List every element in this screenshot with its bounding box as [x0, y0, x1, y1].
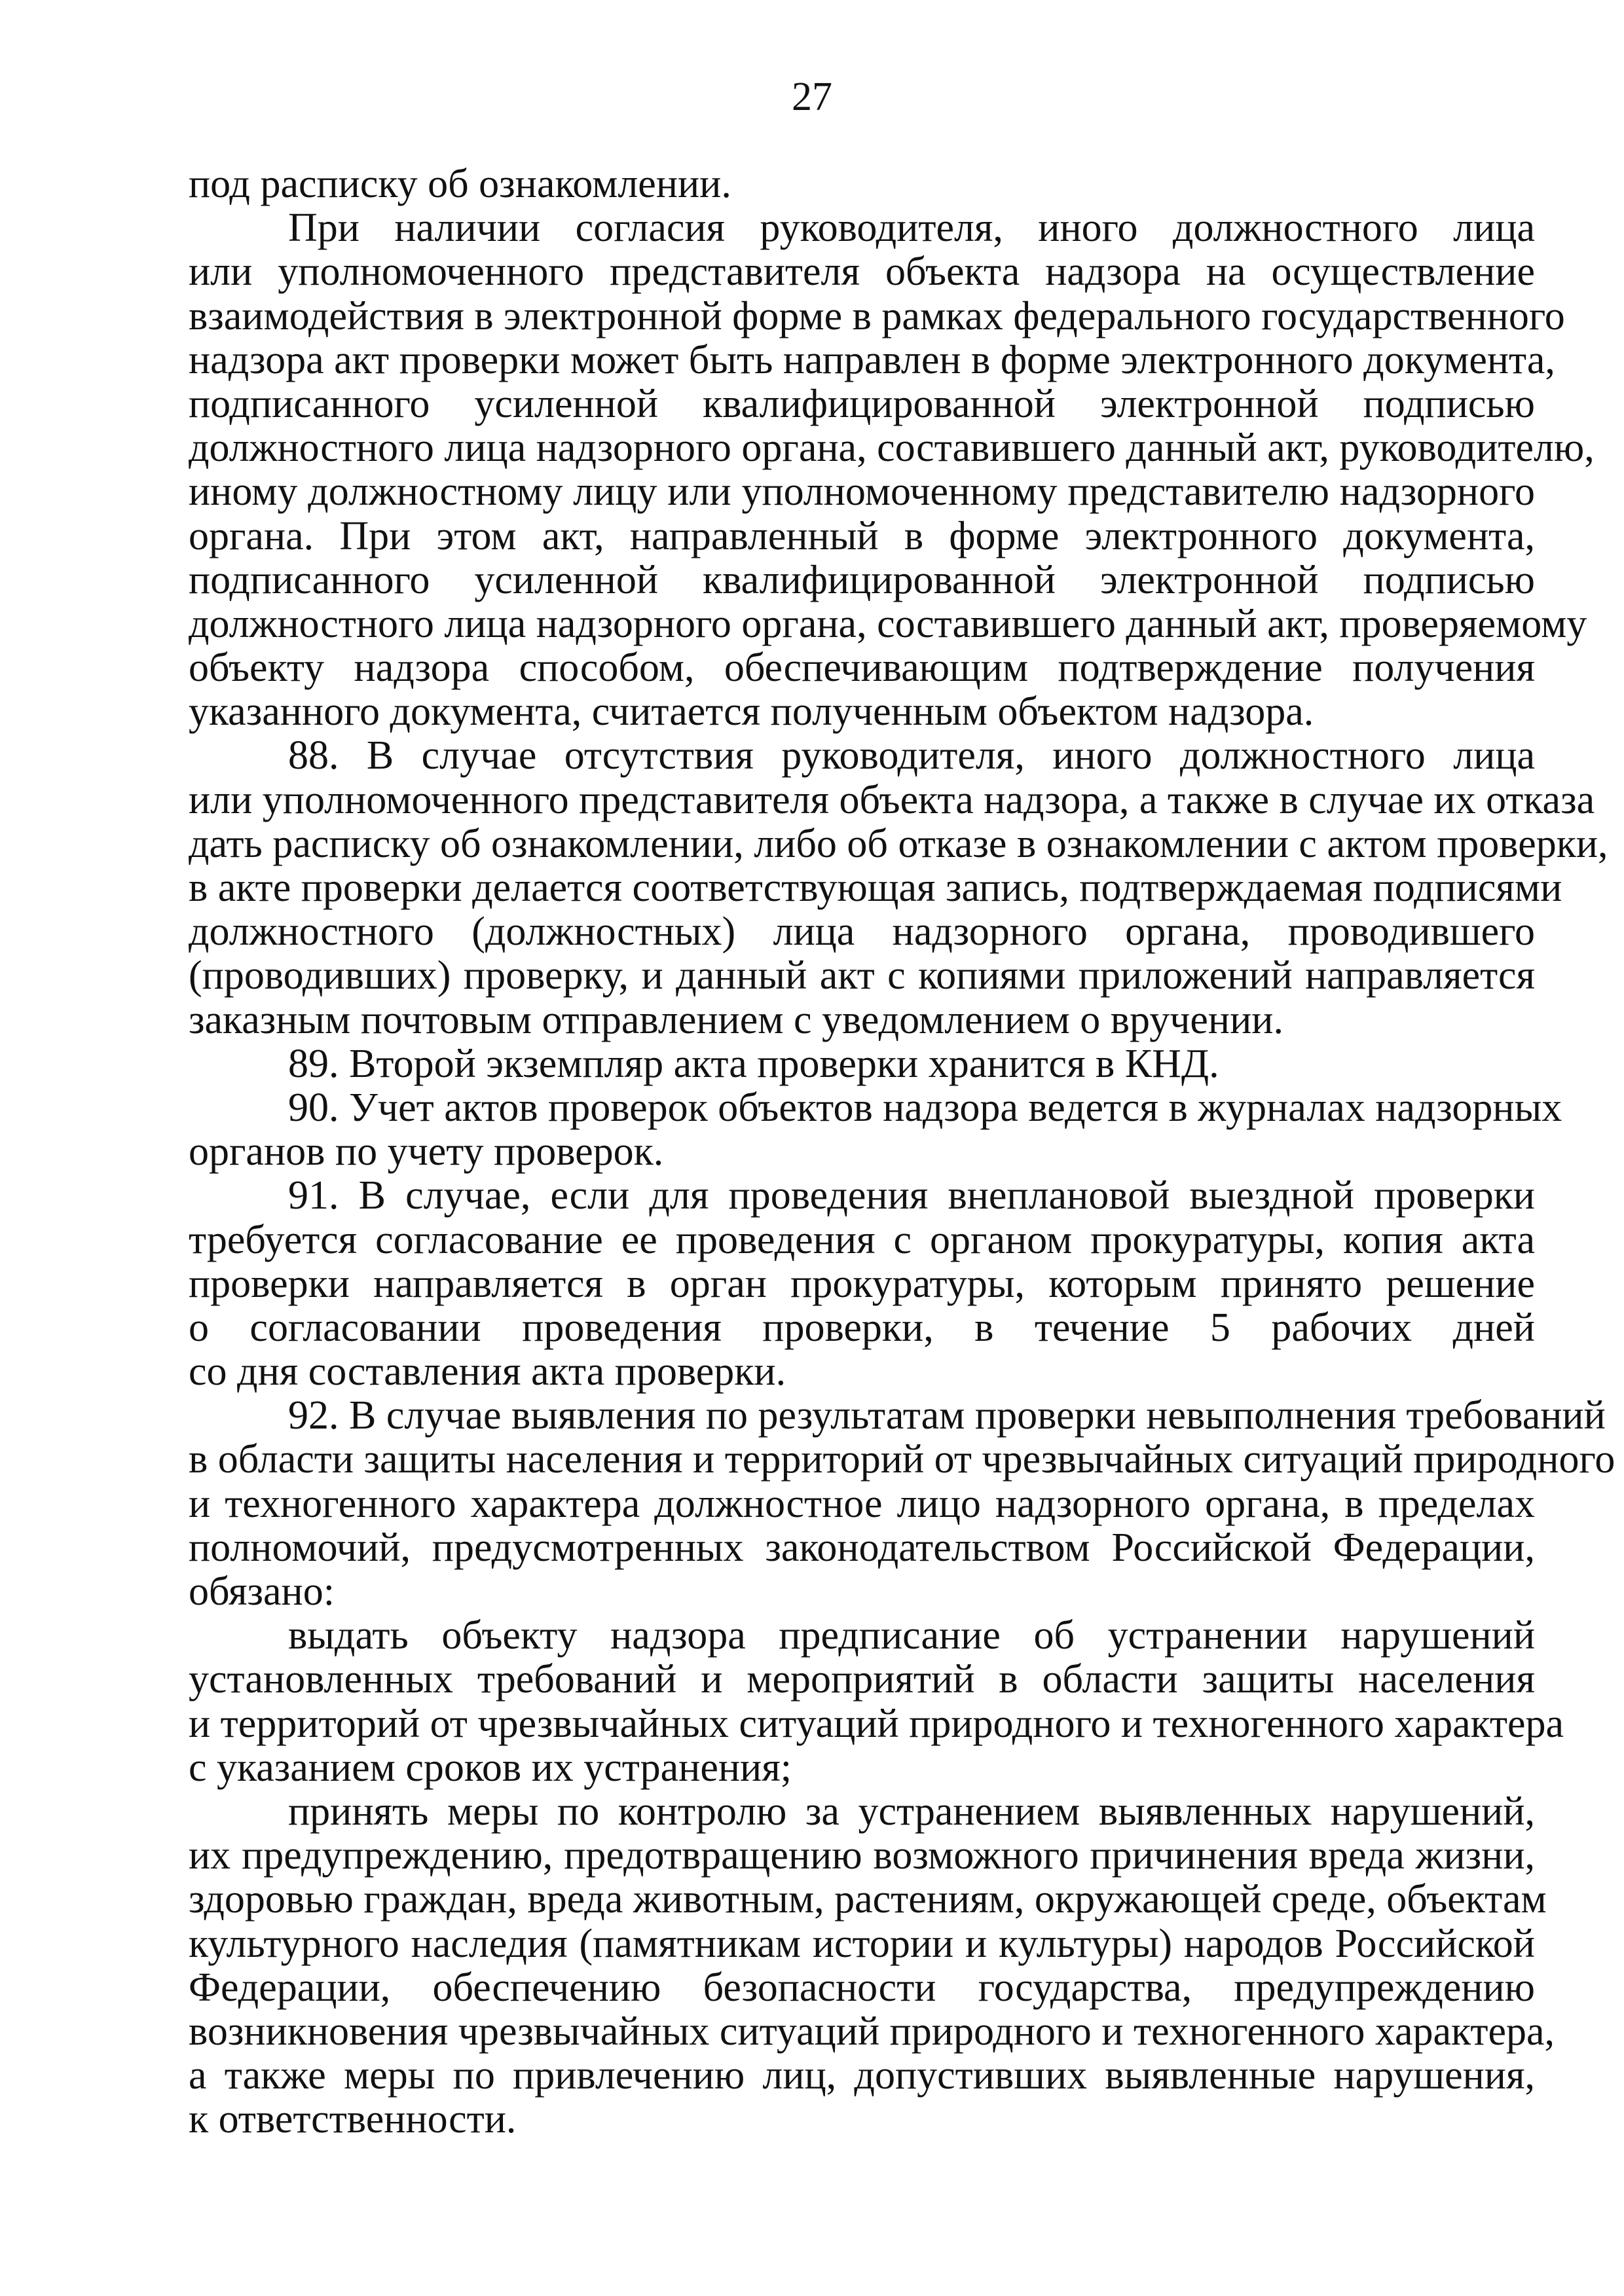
text-line: надзора акт проверки может быть направлен в форме электронного документа, — [189, 337, 1555, 382]
text-line: в акте проверки делается соответствующая запись, подтверждаемая подписями — [189, 866, 1562, 910]
text-line: должностного лица надзорного органа, составившего данный акт, руководителю, — [189, 426, 1595, 471]
text-line: к ответственности. — [189, 2097, 517, 2142]
text-line: 89. Второй экземпляр акта проверки хранится в КНД. — [288, 1041, 1219, 1086]
text-line: органов по учету проверок. — [189, 1129, 664, 1175]
text-line: указанного документа, считается полученным объектом надзора. — [189, 689, 1314, 735]
text-line: 92. В случае выявления по результатам проверки невыполнения требований — [288, 1393, 1606, 1438]
text-line: требуется согласование ее проведения с органом прокуратуры, копия акта — [189, 1217, 1535, 1262]
text-line: объекту надзора способом, обеспечивающим подтверждение получения — [189, 646, 1535, 691]
text-line: обязано: — [189, 1569, 335, 1614]
text-line: и техногенного характера должностное лицо надзорного органа, в пределах — [189, 1481, 1535, 1526]
text-line: (проводивших) проверку, и данный акт с копиями приложений направляется — [189, 953, 1535, 998]
page-number: 27 — [792, 75, 832, 119]
text-line: со дня составления акта проверки. — [189, 1349, 786, 1394]
text-line: 88. В случае отсутствия руководителя, иного должностного лица — [288, 733, 1535, 778]
text-line: При наличии согласия руководителя, иного должностного лица — [288, 206, 1535, 251]
text-line: возникновения чрезвычайных ситуаций природного и техногенного характера, — [189, 2009, 1555, 2054]
text-line: в области защиты населения и территорий от чрезвычайных ситуаций природного — [189, 1437, 1615, 1482]
text-line: Федерации, обеспечению безопасности государства, предупреждению — [189, 1965, 1535, 2010]
text-line: иному должностному лицу или уполномоченному представителю надзорного — [189, 469, 1535, 515]
text-line: принять меры по контролю за устранением выявленных нарушений, — [288, 1789, 1535, 1834]
text-line: подписанного усиленной квалифицированной электронной подписью — [189, 381, 1535, 426]
text-line: с указанием сроков их устранения; — [189, 1745, 792, 1790]
text-line: должностного (должностных) лица надзорного органа, проводившего — [189, 909, 1535, 955]
text-line: культурного наследия (памятникам истории и культуры) народов Российской — [189, 1921, 1535, 1966]
text-line: подписанного усиленной квалифицированной электронной подписью — [189, 557, 1535, 602]
text-line: а также меры по привлечению лиц, допустивших выявленные нарушения, — [189, 2053, 1535, 2098]
text-line: их предупреждению, предотвращению возможного причинения вреда жизни, — [189, 1833, 1535, 1878]
text-line: установленных требований и мероприятий в области защиты населения — [189, 1657, 1535, 1702]
text-line: 91. В случае, если для проведения внеплановой выездной проверки — [288, 1173, 1535, 1218]
text-line: выдать объекту надзора предписание об устранении нарушений — [288, 1613, 1535, 1658]
text-line: полномочий, предусмотренных законодательством Российской Федерации, — [189, 1525, 1535, 1570]
document-body — [189, 162, 1615, 2142]
text-line: проверки направляется в орган прокуратуры, которым принято решение — [189, 1261, 1535, 1306]
text-line: здоровью граждан, вреда животным, растениям, окружающей среде, объектам — [189, 1877, 1547, 1922]
text-line: или уполномоченного представителя объекта надзора на осуществление — [189, 249, 1535, 295]
text-line: под расписку об ознакомлении. — [189, 162, 731, 206]
text-line: 90. Учет актов проверок объектов надзора ведется в журналах надзорных — [288, 1085, 1562, 1130]
text-line: взаимодействия в электронной форме в рамках федерального государственного — [189, 293, 1565, 338]
text-line: и территорий от чрезвычайных ситуаций природного и техногенного характера — [189, 1701, 1564, 1746]
text-line: заказным почтовым отправлением с уведомлением о вручении. — [189, 997, 1283, 1042]
text-line: или уполномоченного представителя объекта надзора, а также в случае их отказа — [189, 777, 1595, 822]
text-line: должностного лица надзорного органа, составившего данный акт, проверяемому — [189, 601, 1587, 646]
text-line: о согласовании проведения проверки, в течение 5 рабочих дней — [189, 1305, 1535, 1350]
text-line: дать расписку об ознакомлении, либо об отказе в ознакомлении с актом проверки, — [189, 821, 1608, 866]
text-line: органа. При этом акт, направленный в форме электронного документа, — [189, 513, 1535, 558]
